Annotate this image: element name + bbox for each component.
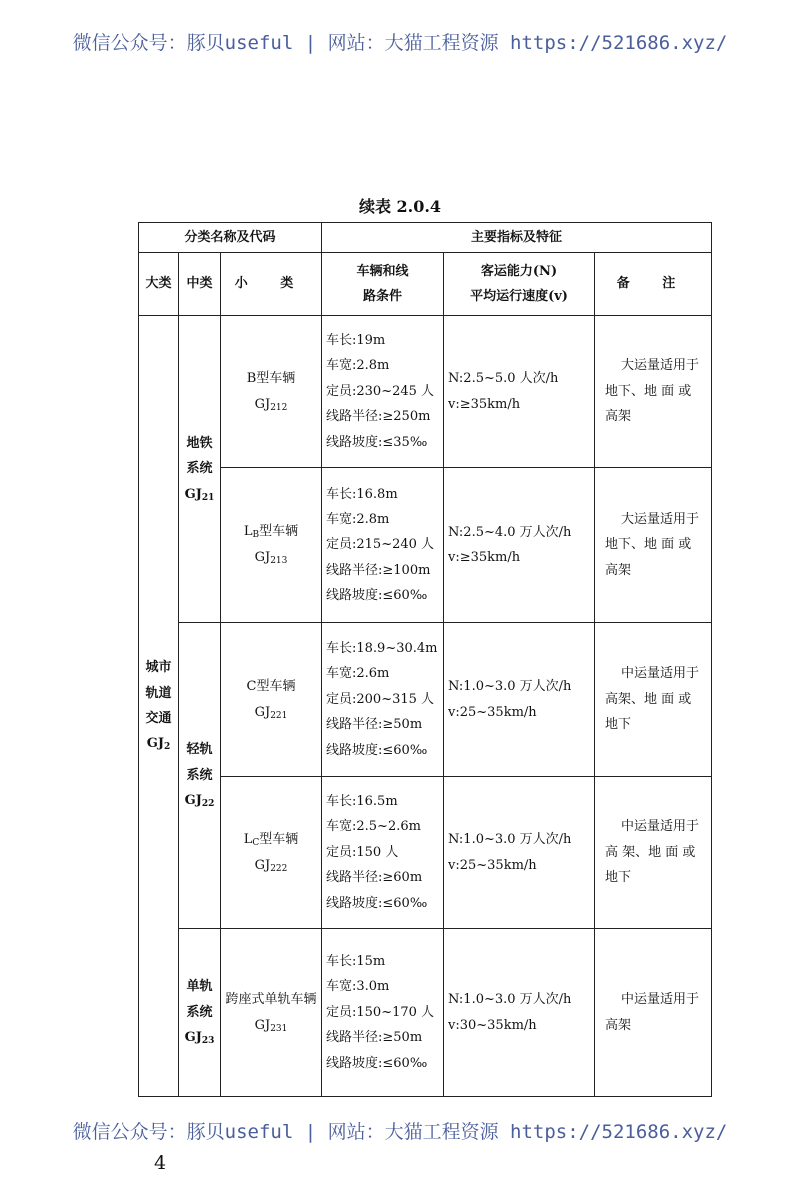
- condition-line: 定员:215~240 人: [326, 537, 435, 553]
- header-capacity-l1: 客运能力(N): [480, 263, 558, 279]
- header-minor: 小 类: [221, 253, 322, 316]
- remark-line: 中运量适用于: [621, 992, 700, 1008]
- header-major: 大类: [139, 253, 179, 316]
- table-row: [139, 623, 712, 777]
- remark-line: 高架、地 面 或: [605, 691, 692, 707]
- vehicle-conditions: [322, 777, 444, 929]
- header-vehicle-l2: 路条件: [362, 289, 402, 304]
- header-group1: 分类名称及代码: [139, 223, 322, 253]
- minor-code: $GJ_{221}$: [254, 704, 288, 721]
- remark-line: 中运量适用于: [621, 819, 700, 835]
- major-code: $GJ_2$: [146, 736, 171, 753]
- condition-line: 线路半径:≥250m: [326, 409, 431, 425]
- condition-line: 车宽:2.8m: [326, 358, 390, 374]
- condition-line: 线路坡度:≤60‰: [326, 742, 428, 758]
- vehicle-conditions: [322, 316, 444, 468]
- remark-line: 高架: [605, 562, 632, 578]
- condition-line: 线路半径:≥60m: [326, 870, 423, 886]
- condition-line: 定员:150~170 人: [326, 1004, 435, 1020]
- capacity-line: N:2.5~4.0 万人次/h: [448, 524, 572, 540]
- header-group-row: [139, 223, 712, 253]
- header-capacity-l2: 平均运行速度(v): [470, 289, 568, 304]
- condition-line: 车长:18.9~30.4m: [326, 641, 438, 657]
- minor-code: $GJ_{212}$: [254, 396, 288, 413]
- condition-line: 定员:230~245 人: [326, 383, 435, 399]
- minor-name: $L_C$型车辆: [243, 831, 299, 848]
- capacity-line: v:≥35km/h: [448, 396, 521, 412]
- capacity-line: v:≥35km/h: [448, 550, 521, 565]
- capacity-line: N:2.5~5.0 人次/h: [448, 371, 559, 387]
- capacity-speed: [444, 777, 595, 929]
- header-vehicle-l1: 车辆和线: [356, 263, 409, 279]
- condition-line: 线路坡度:≤60‰: [326, 895, 428, 911]
- remark-line: 高 架、地 面 或: [605, 844, 696, 860]
- minor-category: [221, 468, 322, 623]
- capacity-line: N:1.0~3.0 万人次/h: [448, 832, 572, 848]
- minor-category: [221, 623, 322, 777]
- condition-line: 车长:19m: [326, 333, 386, 349]
- classification-table: [138, 222, 712, 1097]
- minor-code: $GJ_{222}$: [254, 857, 288, 874]
- vehicle-conditions: [322, 623, 444, 777]
- middle-l1: 单轨: [186, 979, 213, 995]
- minor-name: $L_B$型车辆: [243, 524, 299, 541]
- capacity-speed: [444, 929, 595, 1097]
- header-vehicle: [322, 253, 444, 316]
- middle-category: [179, 929, 221, 1097]
- minor-category: [221, 316, 322, 468]
- remarks: [595, 623, 712, 777]
- capacity-line: N:1.0~3.0 万人次/h: [448, 679, 572, 695]
- table-row: [139, 777, 712, 929]
- condition-line: 线路半径:≥50m: [326, 717, 423, 733]
- minor-name: 跨座式单轨车辆: [225, 991, 317, 1007]
- condition-line: 车宽:2.5~2.6m: [326, 819, 421, 835]
- condition-line: 车长:15m: [326, 954, 386, 970]
- minor-category: [221, 777, 322, 929]
- middle-category: [179, 623, 221, 929]
- condition-line: 车长:16.5m: [326, 794, 398, 810]
- page-number: 4: [154, 1152, 167, 1174]
- middle-category: [179, 316, 221, 623]
- middle-l2: 系统: [186, 461, 213, 477]
- condition-line: 定员:200~315 人: [326, 691, 435, 707]
- capacity-line: v:25~35km/h: [448, 857, 537, 873]
- condition-line: 线路半径:≥100m: [326, 562, 431, 578]
- capacity-speed: [444, 316, 595, 468]
- table-row: [139, 468, 712, 623]
- minor-code: $GJ_{231}$: [254, 1017, 288, 1034]
- condition-line: 车宽:2.6m: [326, 666, 390, 682]
- remark-line: 高架: [605, 409, 632, 425]
- table-row: [139, 929, 712, 1097]
- capacity-speed: [444, 623, 595, 777]
- header-middle: 中类: [179, 253, 221, 316]
- header-note: 备 注: [595, 253, 712, 316]
- minor-name: C型车辆: [246, 678, 296, 694]
- remarks: [595, 316, 712, 468]
- condition-line: 车宽:2.8m: [326, 511, 390, 527]
- minor-code: $GJ_{213}$: [254, 550, 288, 566]
- major-l2: 轨道: [145, 685, 172, 701]
- condition-line: 线路坡度:≤60‰: [326, 1055, 428, 1071]
- major-l3: 交通: [145, 710, 172, 726]
- header-row: [139, 253, 712, 316]
- condition-line: 车长:16.8m: [326, 486, 398, 502]
- middle-l1: 轻轨: [186, 742, 213, 758]
- remark-line: 地下: [605, 717, 632, 733]
- capacity-line: v:25~35km/h: [448, 704, 537, 720]
- remarks: [595, 929, 712, 1097]
- condition-line: 线路半径:≥50m: [326, 1030, 423, 1046]
- vehicle-conditions: [322, 468, 444, 623]
- watermark-top: 微信公众号：豚贝useful | 网站：大猫工程资源 https://521686.xyz/: [72, 32, 728, 54]
- remark-line: 大运量适用于: [621, 358, 700, 374]
- watermark-bottom: 微信公众号：豚贝useful | 网站：大猫工程资源 https://521686.xyz/: [72, 1121, 728, 1143]
- middle-l2: 系统: [186, 767, 213, 783]
- header-capacity: [444, 253, 595, 316]
- minor-category: [221, 929, 322, 1097]
- remarks: [595, 468, 712, 623]
- capacity-line: N:1.0~3.0 万人次/h: [448, 992, 572, 1008]
- capacity-line: v:30~35km/h: [448, 1017, 537, 1033]
- vehicle-conditions: [322, 929, 444, 1097]
- major-l1: 城市: [145, 660, 172, 676]
- condition-line: 线路坡度:≤35‰: [326, 434, 428, 450]
- header-group2: 主要指标及特征: [322, 223, 712, 253]
- remark-line: 地下、地 面 或: [605, 383, 692, 399]
- remark-line: 地下、地 面 或: [605, 537, 692, 553]
- remark-line: 高架: [605, 1017, 632, 1033]
- remark-line: 中运量适用于: [621, 666, 700, 682]
- middle-l2: 系统: [186, 1004, 213, 1020]
- remark-line: 地下: [605, 870, 632, 886]
- table-row: [139, 316, 712, 468]
- middle-l1: 地铁: [186, 435, 213, 451]
- table-title: 续表 2.0.4: [358, 197, 442, 216]
- capacity-speed: [444, 468, 595, 623]
- minor-name: B型车辆: [246, 370, 296, 386]
- middle-code: $GJ_{23}$: [184, 1030, 215, 1047]
- major-category: [139, 316, 179, 1097]
- remarks: [595, 777, 712, 929]
- remark-line: 大运量适用于: [621, 511, 700, 527]
- condition-line: 车宽:3.0m: [326, 979, 390, 995]
- middle-code: $GJ_{21}$: [184, 486, 215, 503]
- condition-line: 线路坡度:≤60‰: [326, 588, 428, 604]
- condition-line: 定员:150 人: [326, 844, 399, 860]
- middle-code: $GJ_{22}$: [184, 793, 215, 810]
